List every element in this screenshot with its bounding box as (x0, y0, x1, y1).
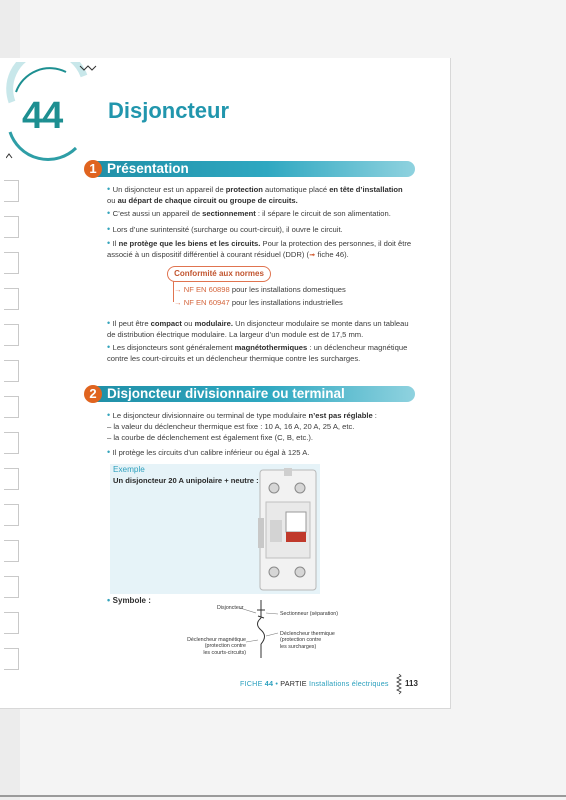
paragraph: • Lors d’une surintensité (surcharge ou court-circuit), il ouvre le circuit. (107, 224, 343, 234)
symbol-label-magnetique: Déclencheur magnétique (protection contre les courts-circuits) (187, 637, 246, 656)
exemple-text: Un disjoncteur 20 A unipolaire + neutre : (113, 476, 259, 485)
paragraph: • Il ne protège que les biens et les circuits. Pour la protection des personnes, il doit être associé à un dispositif différentiel à courant résiduel (DDR) (➟ fiche 46). (107, 238, 412, 260)
page-number: 113 (405, 679, 418, 688)
symbol-label-disjoncteur: Disjoncteur (217, 605, 244, 611)
paragraph: • Un disjoncteur est un appareil de protection automatique placé en tête d’installation ou au départ de chaque circuit ou groupe de circuits. (107, 184, 403, 206)
section-number: 2 (84, 385, 102, 403)
paragraph: • Les disjoncteurs sont généralement magnétothermiques : un déclencheur magnétique contre les court-circuits et un déclencheur thermique contre les surcharges. (107, 342, 408, 364)
paragraph: • Le disjoncteur divisionnaire ou terminal de type modulaire n’est pas réglable : – la valeur du déclencheur thermique est fixe : 10 A, 16 A, 20 A, 25 A, etc. – la courbe de déclenchement est également fixe (C, B, etc.). (107, 410, 377, 443)
symbol-label-thermique: Déclencheur thermique (protection contre les surcharges) (280, 631, 335, 650)
paragraph: • Il peut être compact ou modulaire. Un disjoncteur modulaire se monte dans un tableau de distribution électrique modulaire. La largeur d’un module est de 17,5 mm. (107, 318, 409, 340)
page-title: Disjoncteur (108, 98, 230, 123)
conformite-item: → NF EN 60898 pour les installations domestiques (174, 285, 346, 294)
exemple-label: Exemple (113, 465, 145, 474)
symbol-label-sectionneur: Sectionneur (séparation) (280, 611, 339, 617)
section-number: 1 (84, 160, 102, 178)
footer: FICHE 44 • PARTIE Installations électriques (240, 679, 389, 688)
section-title: Disjoncteur divisionnaire ou terminal (107, 386, 345, 401)
scan-rule (0, 795, 566, 797)
fiche-number: 44 (22, 95, 63, 137)
conformite-title: Conformité aux normes (167, 266, 271, 282)
squiggle-icon (396, 674, 402, 696)
breaker-image (256, 468, 320, 592)
paragraph: • C’est aussi un appareil de sectionnement : il sépare le circuit de son alimentation. (107, 208, 391, 218)
paragraph: • Il protège les circuits d’un calibre inférieur ou égal à 125 A. (107, 447, 310, 457)
symbole-label: • Symbole : (107, 595, 151, 605)
conformite-item: → NF EN 60947 pour les installations industrielles (174, 298, 343, 307)
section-title: Présentation (107, 161, 189, 176)
